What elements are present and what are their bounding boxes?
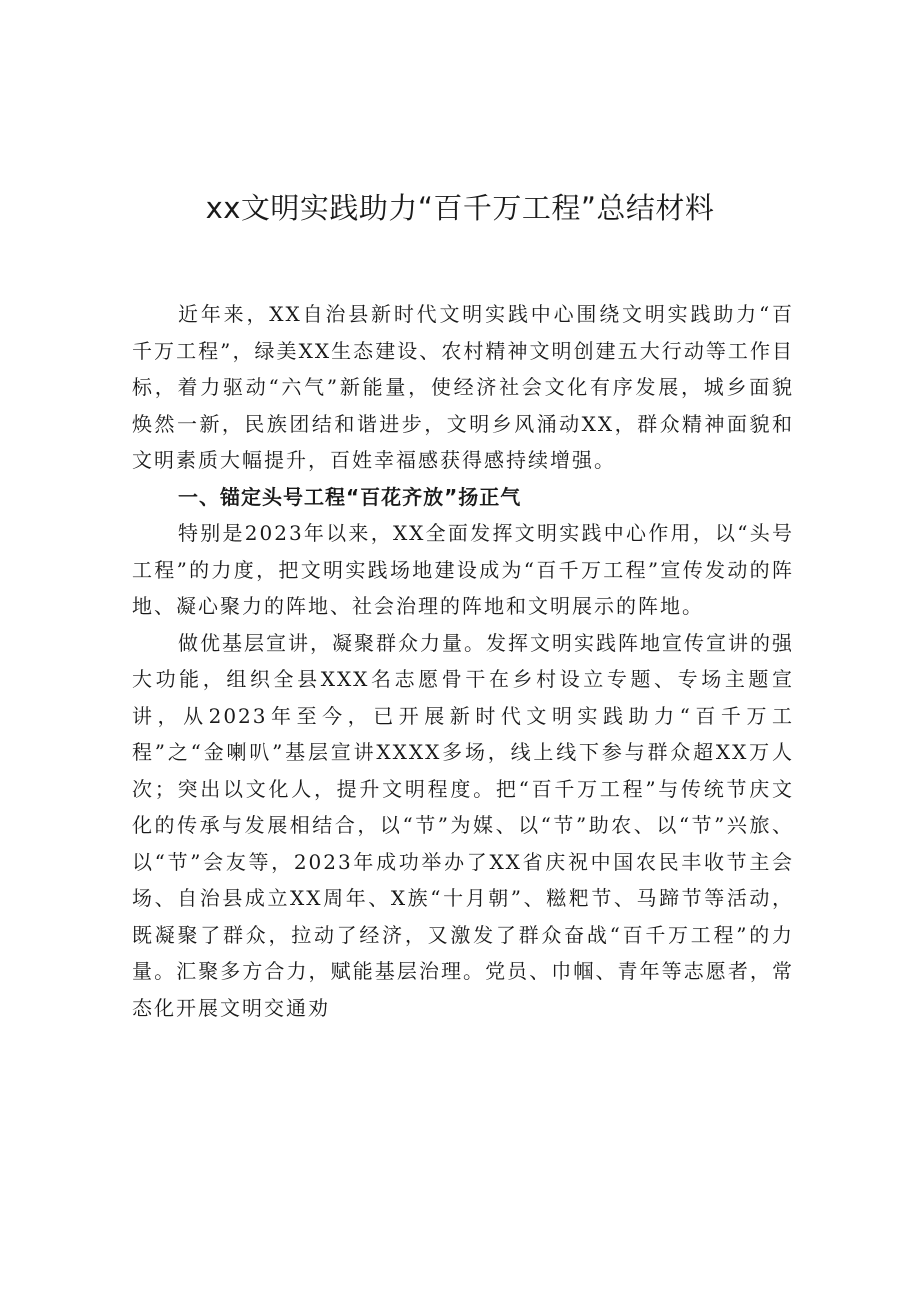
document-title: xx文明实践助力“百千万工程”总结材料 xyxy=(205,191,715,225)
body-paragraph: 做优基层宣讲，凝聚群众力量。发挥文明实践阵地宣传宣讲的强大功能，组织全县XXX名志愿骨干在乡村设立专题、专场主题宣讲，从2023年至今，已开展新时代文明实践助力“百千万工程”之“金喇叭”基层宣讲XXXX多场，线上线下参与群众超XX万人次；突出以文化人，提升文明程度。把“百千万工程”与传统节庆文化的传承与发展相结合，以“节”为媒、以“节”助农、以“节”兴旅、以“节”会友等，2023年成功举办了XX省庆祝中国农民丰收节主会场、自治县成立XX周年、X族“十月朝”、糍粑节、马蹄节等活动，既凝聚了群众，拉动了经济，又激发了群众奋战“百千万工程”的力量。汇聚多方合力，赋能基层治理。党员、巾帼、青年等志愿者，常态化开展文明交通劝 xyxy=(132,630,794,1020)
intro-paragraph: 近年来，XX自治县新时代文明实践中心围绕文明实践助力“百千万工程”，绿美XX生态建设、农村精神文明创建五大行动等工作目标，着力驱动“六气”新能量，使经济社会文化有序发展，城乡面貌焕然一新，民族团结和谐进步，文明乡风涌动XX，群众精神面貌和文明素质大幅提升，百姓幸福感获得感持续增强。 xyxy=(132,302,794,472)
section-heading: 一、锚定头号工程“百花齐放”扬正气 xyxy=(178,484,522,509)
body-paragraph: 特别是2023年以来，XX全面发挥文明实践中心作用，以“头号工程”的力度，把文明实践场地建设成为“百千万工程”宣传发动的阵地、凝心聚力的阵地、社会治理的阵地和文明展示的阵地。 xyxy=(132,521,794,618)
document-body xyxy=(132,296,794,1026)
